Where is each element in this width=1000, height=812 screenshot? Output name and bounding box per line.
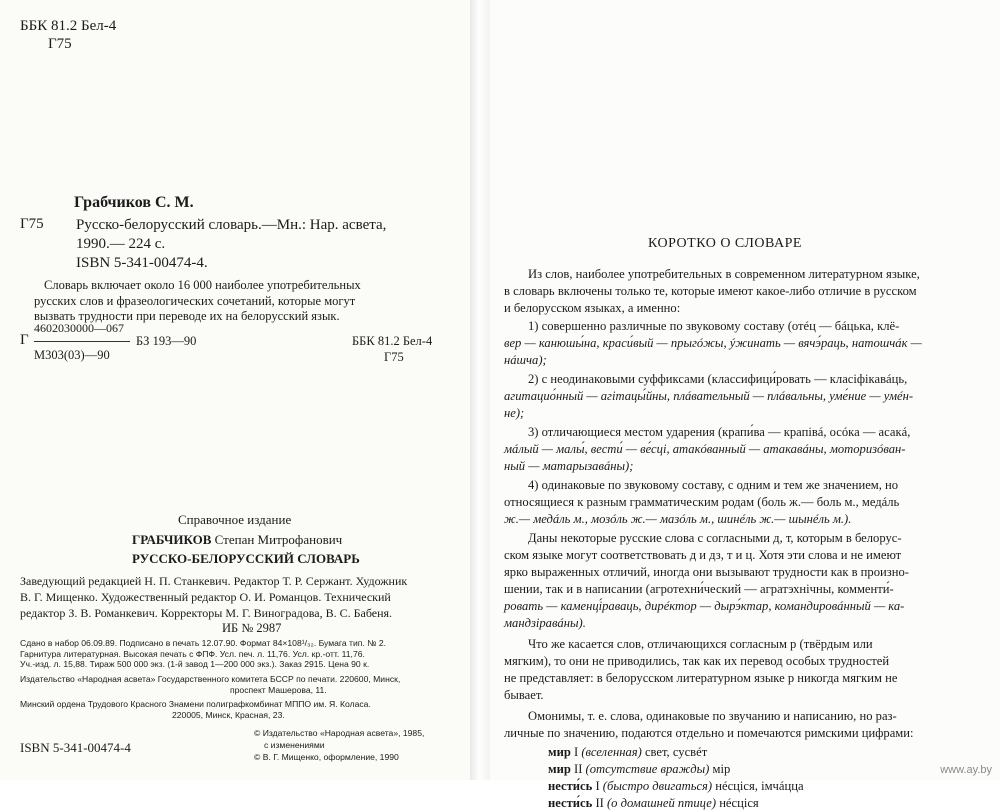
homonym-example bbox=[504, 761, 922, 778]
para-r-line: бывает. bbox=[504, 688, 544, 702]
imprint-line: Сдано в набор 06.09.89. Подписано в печать 12.07.90. Формат 84×108¹/₃₂. Бумага тип. № 2. bbox=[20, 638, 386, 648]
author-heading: Грабчиков С. М. bbox=[74, 194, 194, 211]
example-gloss: (отсутствие вражды) bbox=[585, 762, 710, 776]
para-dt-line: ярко выраженных отличий, иногда они вызывают трудности как в произно- bbox=[504, 565, 909, 579]
item-2-line: 2) с неодинаковыми суффиксами (классифици́ровать — класіфікавáць, bbox=[528, 372, 908, 386]
para-r-line: Что же касается слов, отличающихся согласным р (твёрдым или bbox=[528, 637, 873, 651]
catalog-line: ISBN 5-341-00474-4. bbox=[76, 255, 208, 271]
formula-denominator: М303(03)—90 bbox=[34, 348, 110, 362]
bbk-right: ББК 81.2 Бел-4 bbox=[352, 334, 433, 348]
item-3-line: ный — матарызавáны); bbox=[504, 459, 634, 473]
annotation-line: вызвать трудности при переводе их на белорусский язык. bbox=[34, 309, 340, 323]
bottom-isbn: ISBN 5-341-00474-4 bbox=[20, 740, 131, 755]
annotation-line: русских слов и фразеологических сочетаний, которые могут bbox=[34, 293, 356, 308]
preface-body bbox=[504, 266, 922, 812]
annotation-line: Словарь включает около 16 000 наиболее употребительных bbox=[44, 278, 361, 292]
imprint bbox=[20, 638, 386, 670]
intro-line: Из слов, наиболее употребительных в современном литературном языке, bbox=[528, 267, 920, 281]
ib-number: ИБ № 2987 bbox=[222, 621, 282, 635]
credits bbox=[20, 573, 407, 621]
publisher-line: Издательство «Народная асвета» Государственного комитета БССР по печати. 220600, Минск, bbox=[20, 674, 401, 684]
printer bbox=[20, 699, 371, 720]
author-full bbox=[132, 532, 342, 548]
edition-type: Справочное издание bbox=[178, 512, 292, 527]
para-dt-line: шении, так и в написании (агротехни́ческий — агратэхнічны, комменти́- bbox=[504, 582, 894, 596]
para-homonyms-line: Омонимы, т. е. слова, одинаковые по звучанию и написанию, но раз- bbox=[528, 709, 897, 723]
top-bbk: ББК 81.2 Бел-4 bbox=[20, 18, 117, 34]
para-r-line: не представляет: в белорусском литературном языке р никогда мягким не bbox=[504, 671, 898, 685]
para-homonyms-line: личные по значению, подаются отдельно и помечаются римскими цифрами: bbox=[504, 726, 914, 740]
example-num: I bbox=[574, 745, 579, 759]
item-2-line: агитацио́нный — агітацы́йны, плáвательный — плáвальны, уме́ние — умéн- bbox=[504, 389, 914, 403]
publisher bbox=[20, 674, 400, 695]
preface-heading: КОРОТКО О СЛОВАРЕ bbox=[648, 236, 802, 251]
formula-numerator: 4602030000—067 bbox=[34, 321, 124, 335]
homonym-example bbox=[504, 778, 922, 795]
credits-line: В. Г. Мищенко. Художественный редактор О. И. Романцов. Технический bbox=[20, 590, 391, 604]
example-translation: нéсціся bbox=[719, 796, 759, 810]
watermark: www.ay.by bbox=[940, 764, 992, 776]
example-word: мир bbox=[548, 745, 571, 759]
para-dt-line: ском языке могут соответствовать д и дз, т и ц. Хотя эти слова и не имеют bbox=[504, 548, 902, 562]
bbk-right-code: Г75 bbox=[384, 350, 404, 364]
catalog-code: Г75 bbox=[20, 216, 44, 232]
credits-line: Заведующий редакцией Н. П. Станкевич. Редактор Т. Р. Сержант. Художник bbox=[20, 574, 408, 588]
homonym-example bbox=[504, 795, 922, 812]
annotation bbox=[34, 278, 361, 325]
copyright bbox=[254, 727, 424, 763]
item-1-line: нáшча); bbox=[504, 353, 547, 367]
catalog-line: Русско-белорусский словарь.—Мн.: Нар. асвета, bbox=[76, 217, 387, 233]
catalog-entry bbox=[76, 216, 386, 273]
printer-line: Минский ордена Трудового Красного Знамени полиграфкомбинат МППО им. Я. Коласа. bbox=[20, 699, 371, 709]
example-num: I bbox=[595, 779, 600, 793]
book-title: РУССКО-БЕЛОРУССКИЙ СЛОВАРЬ bbox=[132, 551, 360, 566]
credits-line: редактор З. В. Романкевич. Корректоры М. Г. Виноградова, В. С. Бабеня. bbox=[20, 606, 393, 620]
para-dt-line: Даны некоторые русские слова с согласными д, т, которым в белорус- bbox=[528, 531, 902, 545]
copyright-line: © В. Г. Мищенко, оформление, 1990 bbox=[254, 752, 399, 762]
item-3-line: мáлый — малы́, вести́ — ве́сці, атакóванный — атакавáны, моторизóван- bbox=[504, 442, 906, 456]
item-4-line: ж.— медáль м., мозóль ж.— мазóль м., шинéль ж.— шынéль м.). bbox=[504, 512, 852, 526]
author-surname: ГРАБЧИКОВ bbox=[132, 532, 212, 547]
catalog-line: 1990.— 224 с. bbox=[76, 236, 166, 252]
item-4-line: относящиеся к разным грамматическим родам (боль ж.— боль м., медáль bbox=[504, 495, 900, 509]
para-dt-line: мандзіравáны). bbox=[504, 616, 586, 630]
formula-bz: БЗ 193—90 bbox=[136, 334, 197, 348]
example-translation: нéсціся, імчáцца bbox=[715, 779, 804, 793]
formula-fraction-line bbox=[34, 341, 130, 342]
example-gloss: (вселенная) bbox=[581, 745, 642, 759]
example-word: мир bbox=[548, 762, 571, 776]
left-page-imprint bbox=[0, 0, 470, 780]
item-2-line: не); bbox=[504, 406, 525, 420]
printer-line: 220005, Минск, Красная, 23. bbox=[172, 709, 285, 720]
formula-g: Г bbox=[20, 332, 29, 348]
example-num: II bbox=[595, 796, 604, 810]
item-1-line: вер — канюшы́на, краси́вый — прыгóжы, ýжинать — вячэ́раць, натошчáк — bbox=[504, 336, 922, 350]
example-translation: свет, сусвéт bbox=[644, 745, 708, 759]
item-3-line: 3) отличающиеся местом ударения (крапи́ва — крапівá, осóка — асакá, bbox=[528, 425, 911, 439]
example-word: нести́сь bbox=[548, 779, 593, 793]
example-translation: мір bbox=[712, 762, 731, 776]
para-r-line: мягким), то они не приводились, так как их перевод особых трудностей bbox=[504, 654, 890, 668]
imprint-line: Уч.-изд. л. 15,88. Тираж 500 000 экз. (1-й завод 1—200 000 экз.). Заказ 2915. Цена 90 к. bbox=[20, 659, 370, 670]
copyright-line: © Издательство «Народная асвета», 1985, bbox=[254, 728, 425, 738]
top-code: Г75 bbox=[48, 36, 72, 52]
homonym-example bbox=[504, 744, 922, 761]
example-gloss: (быстро двигаться) bbox=[602, 779, 713, 793]
example-word: нести́сь bbox=[548, 796, 593, 810]
item-4-line: 4) одинаковые по звуковому составу, с одним и тем же значением, но bbox=[528, 478, 899, 492]
right-page-preface bbox=[490, 0, 1000, 810]
example-num: II bbox=[574, 762, 583, 776]
intro-line: и белорусском языках, а именно: bbox=[504, 301, 681, 315]
para-dt-line: ровать — каменці́раваць, дирéктор — дырэ́ктар, командировáнный — ка- bbox=[504, 599, 905, 613]
copyright-line: с изменениями bbox=[264, 740, 325, 750]
publisher-line: проспект Машерова, 11. bbox=[230, 684, 327, 695]
item-1-line: 1) совершенно различные по звуковому составу (отéц — бáцька, клё- bbox=[528, 319, 900, 333]
example-gloss: (о домашней птице) bbox=[606, 796, 717, 810]
imprint-line: Гарнитура литературная. Высокая печать с ФПФ. Усл. печ. л. 11,76. Усл. кр.-отт. 11,76. bbox=[20, 648, 365, 659]
book-gutter bbox=[470, 0, 490, 780]
author-name: Степан Митрофанович bbox=[214, 532, 343, 547]
intro-line: в словарь включены только те, которые имеют какое-либо отличие в русском bbox=[504, 284, 917, 298]
